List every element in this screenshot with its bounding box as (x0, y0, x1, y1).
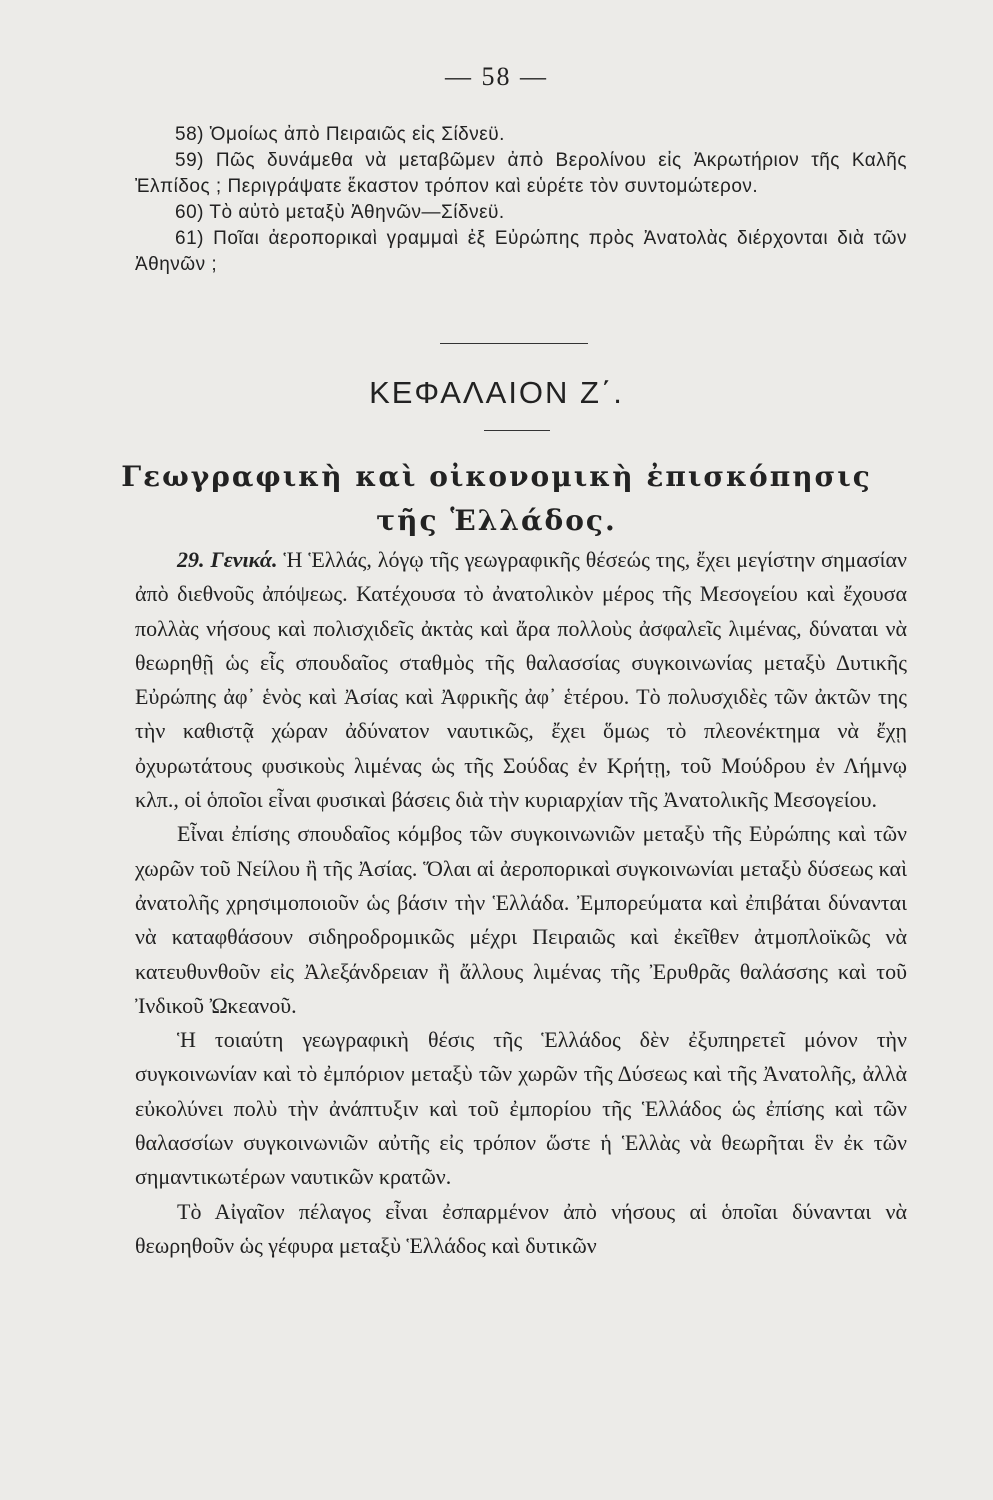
divider-rule-short (484, 430, 550, 431)
divider-rule (440, 343, 588, 344)
section-number: 29. (177, 547, 205, 572)
paragraph: Ἡ τοιαύτη γεωγραφικὴ θέσις τῆς Ἑλλάδος δὲν ἐξυπηρετεῖ μόνον τὴν συγκοινωνίαν καὶ τὸ ἐμπόριον μεταξὺ τῶν χωρῶν τῆς Δύσεως καὶ τῆς Ἀνατολῆς, ἀλλὰ εὐκολύνει πολὺ τὴν ἀνάπτυξιν καὶ τοῦ ἐμπορίου τῆς Ἑλλάδος ὡς ἐπίσης καὶ τῶν θαλασσίων συγκοινωνιῶν αὐτῆς εἰς τρόπον ὥστε ἡ Ἑλλὰς νὰ θεωρῆται ἓν ἐκ τῶν σημαντικωτέρων ναυτικῶν κρατῶν. (135, 1027, 907, 1190)
exercise-questions (135, 122, 907, 278)
section-title: Γενικά. (210, 547, 278, 572)
subtitle-line-1: Γεωγραφικὴ καὶ οἰκονομικὴ ἐπισκόπησις (121, 460, 872, 493)
section-lead-text: Ἡ Ἑλλάς, λόγῳ τῆς γεωγραφικῆς θέσεώς της, ἔχει μεγίστην σημασίαν ἀπὸ διεθνοῦς ἀπόψεως. Κατέχουσα τὸ ἀνατολικὸν μέρος τῆς Μεσογείου καὶ ἔχουσα πολλὰς νήσους καὶ πολισχιδεῖς ἀκτὰς καὶ ἄρα πολλοὺς ἀσφαλεῖς λιμένας, δύναται νὰ θεωρηθῇ ὡς εἷς σπουδαῖος σταθμὸς τῆς θαλασσίας συγκοινωνίας μεταξὺ Δυτικῆς Εὐρώπης ἀφ᾽ ἑνὸς καὶ Ἀσίας καὶ Ἀφρικῆς ἀφ᾽ ἑτέρου. Τὸ πολυσχιδὲς τῶν ἀκτῶν της τὴν καθιστᾷ χώραν ἀδύνατον ναυτικῶς, ἔχει ὅμως τὸ πλεονέκτημα νὰ ἔχῃ ὀχυρωτάτους φυσικοὺς λιμένας ὡς τῆς Σούδας ἐν Κρήτῃ, τοῦ Μούδρου ἐν Λήμνῳ κλπ., οἱ ὁποῖοι εἶναι φυσικαὶ βάσεις διὰ τὴν κυριαρχίαν τῆς Ἀνατολικῆς Μεσογείου. (135, 547, 908, 813)
section-paragraph (135, 543, 907, 817)
subtitle-line-2: τῆς Ἑλλάδος. (376, 504, 617, 537)
body-text (135, 543, 907, 1263)
question-59: 59) Πῶς δυνάμεθα νὰ μεταβῶμεν ἀπὸ Βερολίνου εἰς Ἀκρωτήριον τῆς Καλῆς Ἐλπίδος ; Περιγράψατε ἕκαστον τρόπον καὶ εὑρέτε τὸν συντομώτερον. (135, 150, 907, 197)
question-60: 60) Τὸ αὐτὸ μεταξὺ Ἀθηνῶν—Σίδνεϋ. (175, 202, 505, 223)
paragraph: Τὸ Αἰγαῖον πέλαγος εἶναι ἐσπαρμένον ἀπὸ νήσους αἱ ὁποῖαι δύνανται νὰ θεωρηθοῦν ὡς γέφυρα μεταξὺ Ἑλλάδος καὶ δυτικῶν (135, 1198, 907, 1258)
paragraph: Εἶναι ἐπίσης σπουδαῖος κόμβος τῶν συγκοινωνιῶν μεταξὺ τῆς Εὐρώπης καὶ τῶν χωρῶν τοῦ Νείλου ἢ τῆς Ἀσίας. Ὅλαι αἱ ἀεροπορικαὶ συγκοινωνίαι μεταξὺ δύσεως καὶ ἀνατολῆς χρησιμοποιοῦν ὡς βάσιν τὴν Ἑλλάδα. Ἐμπορεύματα καὶ ἐπιβάται δύνανται νὰ καταφθάσουν σιδηροδρομικῶς μέχρι Πειραιῶς καὶ ἐκεῖθεν ἀτμοπλοϊκῶς νὰ κατευθυνθοῦν εἰς Ἀλεξάνδρειαν ἢ ἄλλους λιμένας τῆς Ἐρυθρᾶς θαλάσσης καὶ τοῦ Ἰνδικοῦ Ὠκεανοῦ. (135, 821, 907, 1018)
chapter-subtitle (0, 455, 993, 543)
question-58: 58) Ὁμοίως ἀπὸ Πειραιῶς εἰς Σίδνεϋ. (175, 124, 505, 145)
chapter-title: ΚΕΦΑΛΑΙΟΝ Ζ΄. (369, 375, 624, 410)
question-61: 61) Ποῖαι ἀεροπορικαὶ γραμμαὶ ἐξ Εὐρώπης πρὸς Ἀνατολὰς διέρχονται διὰ τῶν Ἀθηνῶν ; (135, 228, 907, 275)
page-number: — 58 — (445, 62, 548, 91)
